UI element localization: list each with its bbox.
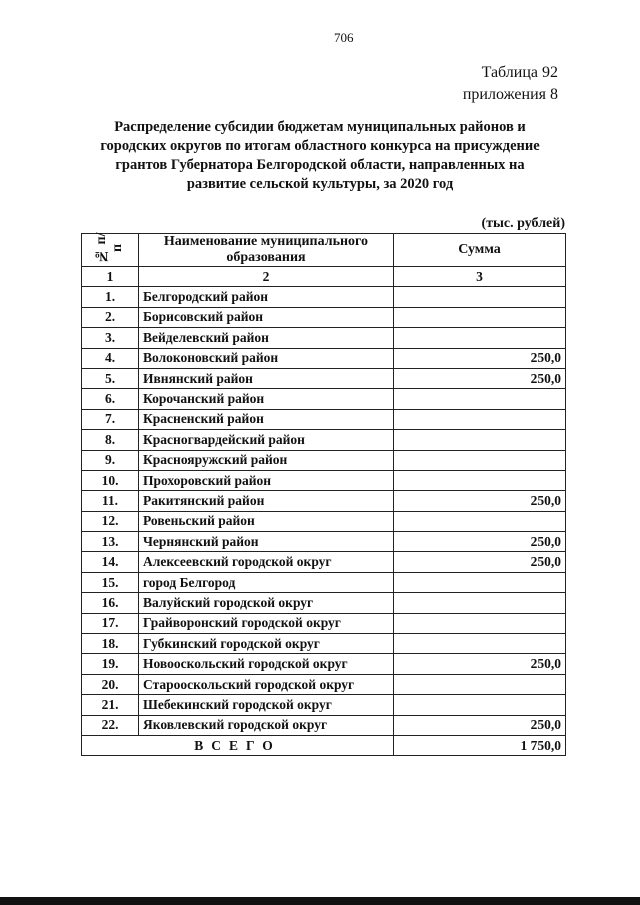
table-row — [82, 634, 566, 654]
row-name: Валуйский городской округ — [139, 593, 394, 613]
row-sum — [393, 572, 565, 592]
row-sum — [393, 450, 565, 470]
row-number: 14. — [82, 552, 139, 572]
row-sum: 250,0 — [393, 491, 565, 511]
document-title: Распределение субсидии бюджетам муниципальных районов и городских округов по итогам областного конкурса на присуждение грантов Губернатора Белгородской области, направленных на развитие сельской культуры, за 2020 год — [100, 119, 540, 192]
table-ref-line2: приложения 8 — [462, 86, 558, 103]
row-sum — [393, 511, 565, 531]
table-row — [82, 532, 566, 552]
row-number: 5. — [82, 368, 139, 388]
row-name: Губкинский городской округ — [139, 634, 394, 654]
row-sum — [393, 695, 565, 715]
row-sum — [393, 430, 565, 450]
row-number: 21. — [82, 695, 139, 715]
row-name: Чернянский район — [139, 532, 394, 552]
table-row — [82, 430, 566, 450]
row-sum — [393, 328, 565, 348]
table-row — [82, 613, 566, 633]
unit-note: (тыс. рублей) — [481, 216, 565, 231]
header-sum: Сумма — [393, 234, 565, 267]
table-row — [82, 695, 566, 715]
table-row — [82, 491, 566, 511]
row-name: Прохоровский район — [139, 470, 394, 490]
index-cell: 1 — [82, 267, 139, 287]
table-row — [82, 389, 566, 409]
table-row — [82, 307, 566, 327]
row-name: Краснояружский район — [139, 450, 394, 470]
row-sum: 250,0 — [393, 348, 565, 368]
row-number: 2. — [82, 307, 139, 327]
row-sum: 250,0 — [393, 532, 565, 552]
row-name: Ивнянский район — [139, 368, 394, 388]
row-name: Ракитянский район — [139, 491, 394, 511]
row-number: 9. — [82, 450, 139, 470]
column-index-row — [82, 267, 566, 287]
row-name: Новооскольский городской округ — [139, 654, 394, 674]
row-sum — [393, 307, 565, 327]
index-cell: 3 — [393, 267, 565, 287]
page-number: 706 — [334, 30, 354, 45]
row-number: 18. — [82, 634, 139, 654]
row-sum — [393, 674, 565, 694]
table-row — [82, 287, 566, 307]
row-number: 19. — [82, 654, 139, 674]
scan-bottom-border — [0, 897, 640, 905]
row-name: Волоконовский район — [139, 348, 394, 368]
table-header-row — [82, 234, 566, 267]
row-sum: 250,0 — [393, 715, 565, 735]
table-row — [82, 409, 566, 429]
row-number: 7. — [82, 409, 139, 429]
row-sum — [393, 470, 565, 490]
row-number: 22. — [82, 715, 139, 735]
subsidy-table — [81, 233, 566, 756]
row-sum — [393, 593, 565, 613]
header-name: Наименование муниципального образования — [139, 234, 394, 267]
row-sum — [393, 389, 565, 409]
row-sum: 250,0 — [393, 368, 565, 388]
table-row — [82, 328, 566, 348]
row-number: 20. — [82, 674, 139, 694]
row-name: Борисовский район — [139, 307, 394, 327]
header-number: № п/п — [82, 234, 139, 267]
table-row — [82, 511, 566, 531]
row-name: Шебекинский городской округ — [139, 695, 394, 715]
row-number: 17. — [82, 613, 139, 633]
table-row — [82, 348, 566, 368]
row-name: Красногвардейский район — [139, 430, 394, 450]
table-row — [82, 450, 566, 470]
index-cell: 2 — [139, 267, 394, 287]
row-name: город Белгород — [139, 572, 394, 592]
table-row — [82, 572, 566, 592]
row-number: 11. — [82, 491, 139, 511]
row-sum — [393, 634, 565, 654]
table-row — [82, 552, 566, 572]
row-name: Яковлевский городской округ — [139, 715, 394, 735]
row-name: Старооскольский городской округ — [139, 674, 394, 694]
table-row — [82, 654, 566, 674]
table-row — [82, 674, 566, 694]
row-number: 8. — [82, 430, 139, 450]
row-number: 1. — [82, 287, 139, 307]
row-number: 10. — [82, 470, 139, 490]
row-sum: 250,0 — [393, 552, 565, 572]
row-sum — [393, 613, 565, 633]
row-name: Красненский район — [139, 409, 394, 429]
row-sum — [393, 287, 565, 307]
row-name: Ровеньский район — [139, 511, 394, 531]
row-name: Вейделевский район — [139, 328, 394, 348]
total-label: ВСЕГО — [82, 735, 394, 755]
row-number: 12. — [82, 511, 139, 531]
row-number: 13. — [82, 532, 139, 552]
row-number: 15. — [82, 572, 139, 592]
table-row — [82, 715, 566, 735]
row-name: Белгородский район — [139, 287, 394, 307]
table-row — [82, 368, 566, 388]
table-ref-line1: Таблица 92 — [481, 64, 558, 81]
table-body — [82, 287, 566, 736]
row-number: 3. — [82, 328, 139, 348]
row-number: 4. — [82, 348, 139, 368]
row-number: 6. — [82, 389, 139, 409]
total-row — [82, 735, 566, 755]
total-sum: 1 750,0 — [393, 735, 565, 755]
row-name: Алексеевский городской округ — [139, 552, 394, 572]
table-row — [82, 470, 566, 490]
row-sum: 250,0 — [393, 654, 565, 674]
table-reference — [463, 62, 558, 106]
row-sum — [393, 409, 565, 429]
row-number: 16. — [82, 593, 139, 613]
row-name: Грайворонский городской округ — [139, 613, 394, 633]
row-name: Корочанский район — [139, 389, 394, 409]
table-row — [82, 593, 566, 613]
